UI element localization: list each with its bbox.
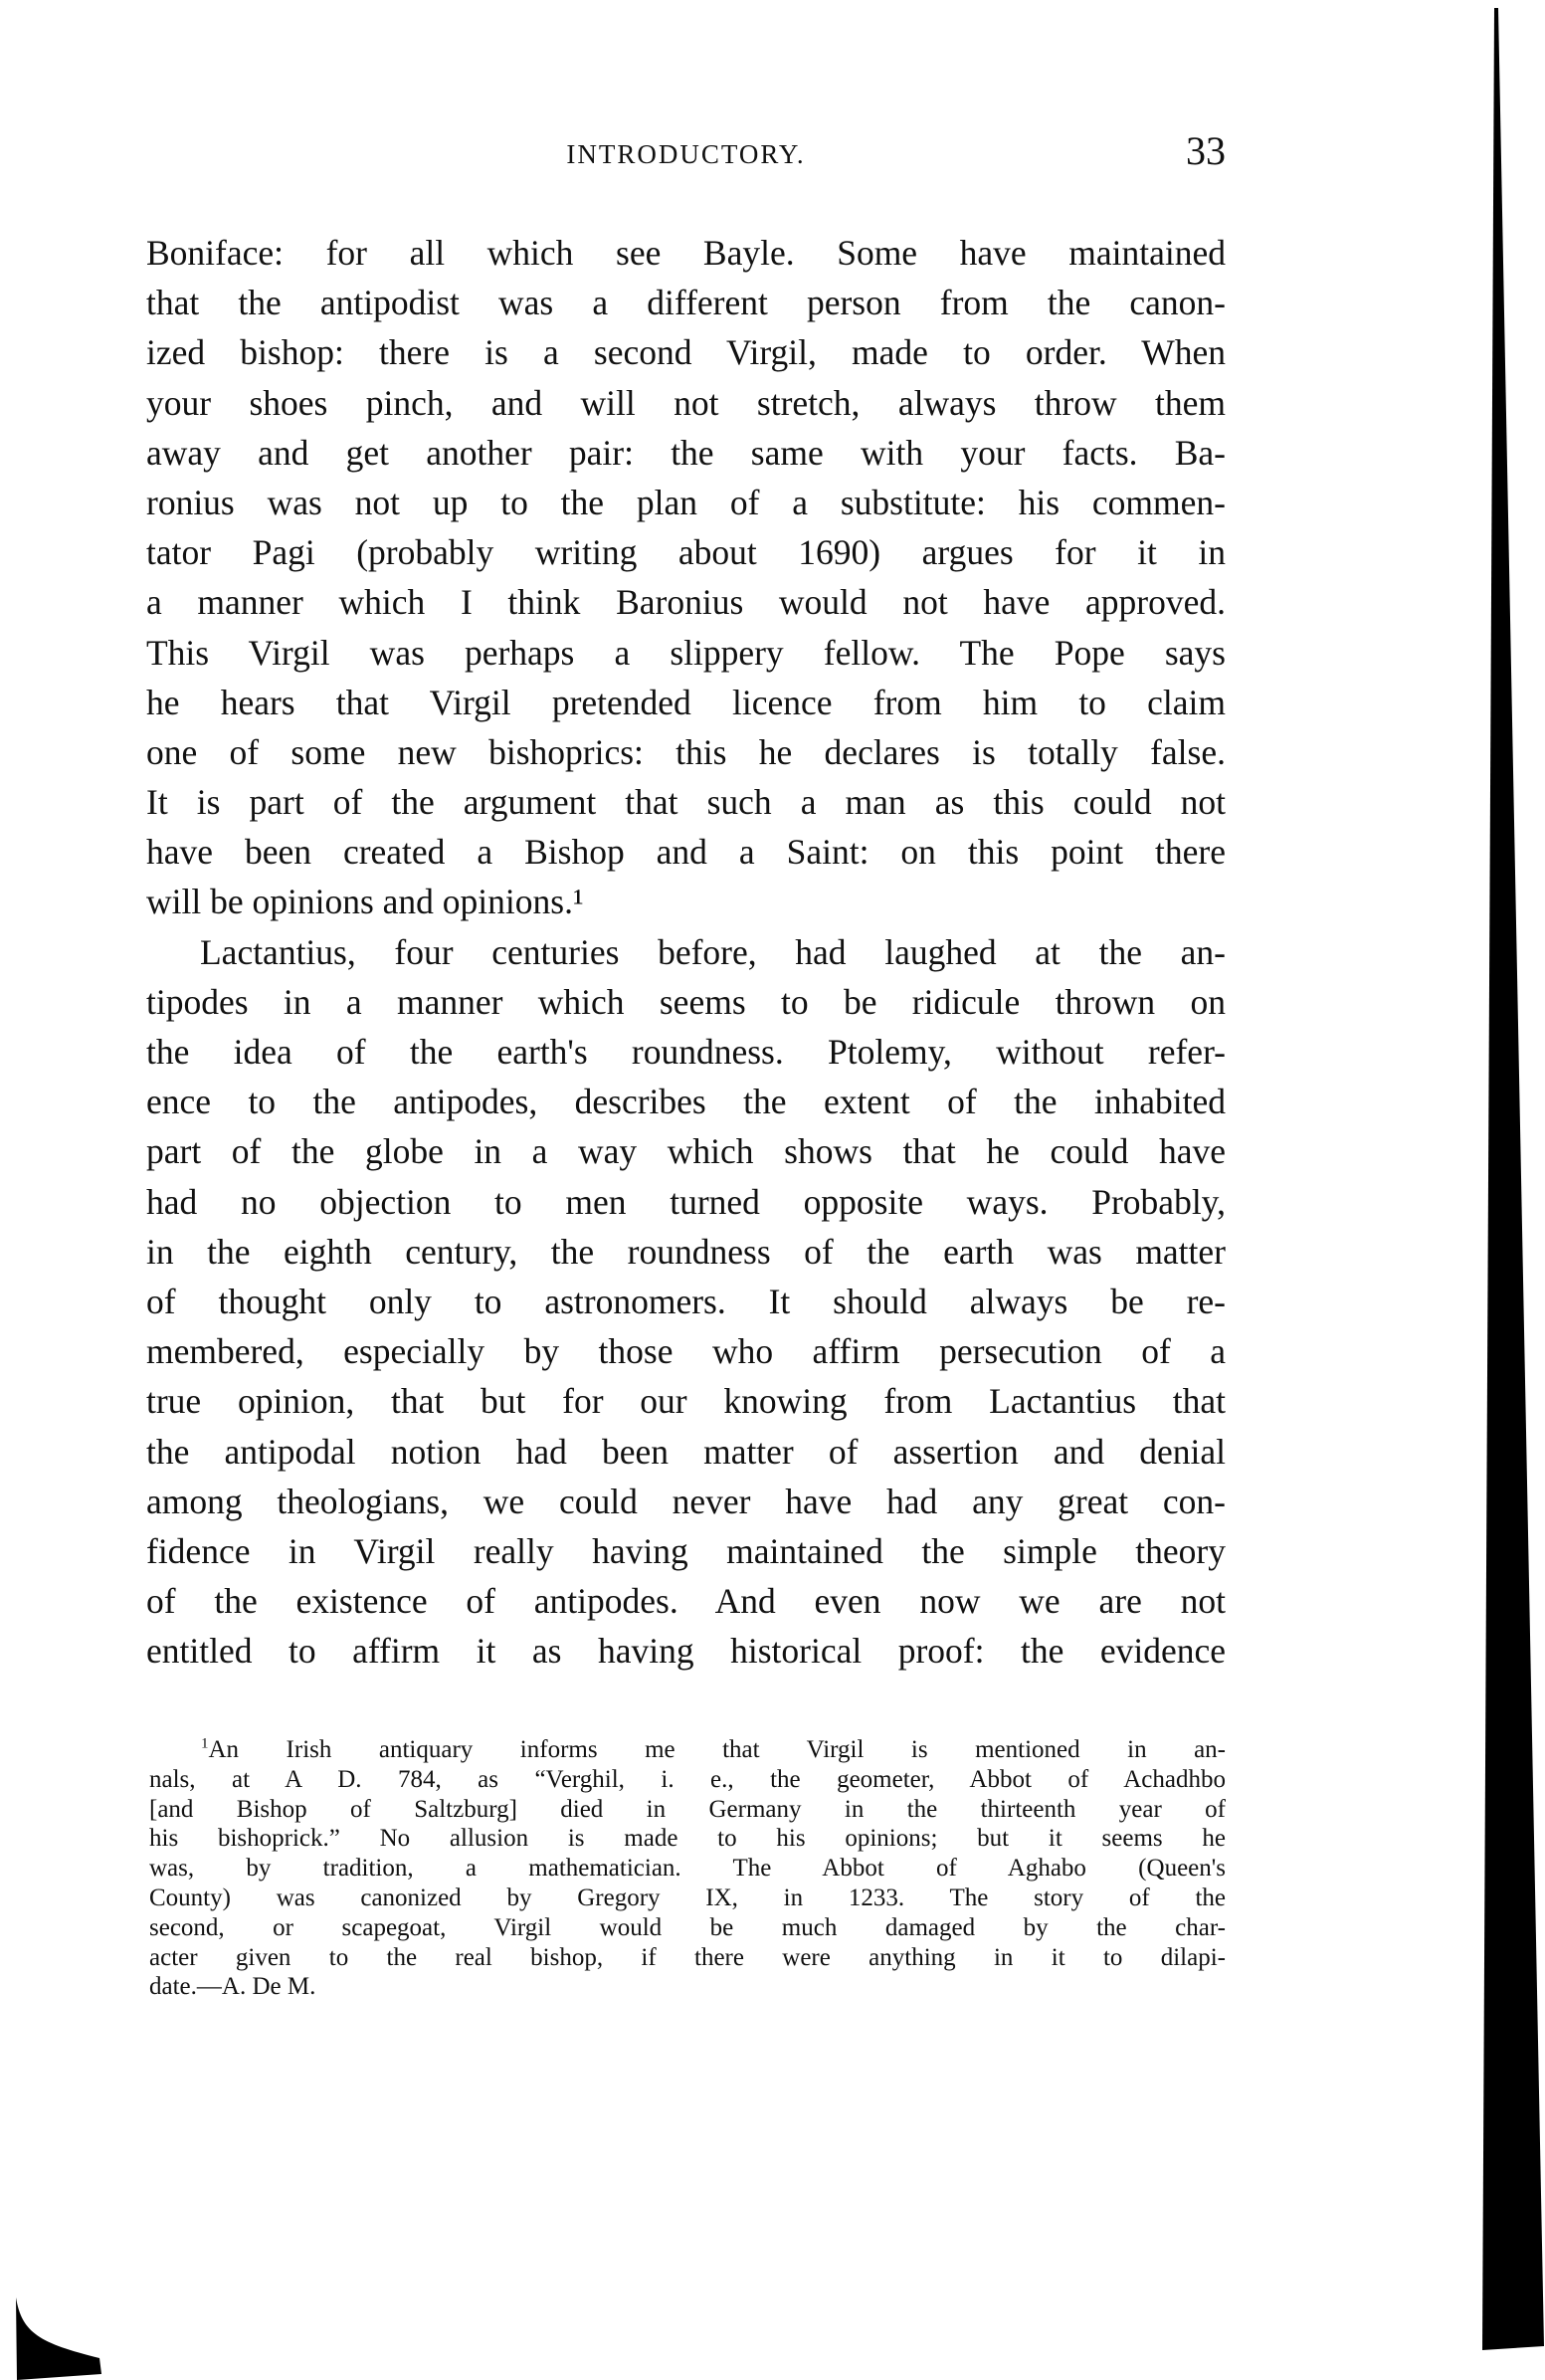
text-line: had no objection to men turned opposite ways. Probably,: [146, 1181, 1226, 1222]
footnote-marker: 1: [201, 1735, 209, 1752]
text-line: of the existence of antipodes. And even now we are not: [146, 1581, 1226, 1622]
footnote-line: acter given to the real bishop, if there were anything in it to dilapi-: [149, 1943, 1226, 1971]
text-line: have been created a Bishop and a Saint: on this point there: [146, 832, 1226, 873]
text-line: fidence in Virgil really having maintained the simple theory: [146, 1530, 1226, 1571]
right-binding-shadow: [1482, 8, 1544, 2350]
text-line: of thought only to astronomers. It should always be re-: [146, 1281, 1226, 1321]
text-line: part of the globe in a way which shows that he could have: [146, 1131, 1226, 1172]
text-line: he hears that Virgil pretended licence from him to claim: [146, 682, 1226, 722]
footnote-line: his bishoprick.” No allusion is made to his opinions; but it seems he: [149, 1825, 1226, 1853]
running-head: [146, 127, 1226, 177]
text-line: away and get another pair: the same with your facts. Ba-: [146, 432, 1226, 473]
text-line: ronius was not up to the plan of a substitute: his commen-: [146, 482, 1226, 522]
text-line: that the antipodist was a different person from the canon-: [146, 283, 1226, 323]
footnote-line: [and Bishop of Saltzburg] died in Germany in the thirteenth year of: [149, 1795, 1226, 1823]
footnote-line: was, by tradition, a mathematician. The Abbot of Aghabo (Queen's: [149, 1855, 1226, 1883]
text-line: true opinion, that but for our knowing from Lactantius that: [146, 1381, 1226, 1422]
footnote-line: nals, at A D. 784, as “Verghil, i. e., the geometer, Abbot of Achadhbo: [149, 1765, 1226, 1793]
text-line: the antipodal notion had been matter of assertion and denial: [146, 1431, 1226, 1472]
text-line: in the eighth century, the roundness of the earth was matter: [146, 1231, 1226, 1272]
text-line: your shoes pinch, and will not stretch, always throw them: [146, 382, 1226, 423]
text-line: ized bishop: there is a second Virgil, made to order. When: [146, 332, 1226, 373]
text-line: It is part of the argument that such a man as this could not: [146, 782, 1226, 823]
footnote-line: second, or scapegoat, Virgil would be much damaged by the char-: [149, 1913, 1226, 1941]
footnote-line: [149, 1735, 1226, 1765]
text-line: ence to the antipodes, describes the extent of the inhabited: [146, 1082, 1226, 1122]
footnote-line: County) was canonized by Gregory IX, in 1233. The story of the: [149, 1884, 1226, 1911]
footnote-line: date.—A. De M.: [149, 1973, 316, 2001]
chapter-title: INTRODUCTORY.: [566, 139, 806, 169]
body-text: [146, 228, 1226, 1676]
text-line: membered, especially by those who affirm persecution of a: [146, 1331, 1226, 1372]
text-line: tator Pagi (probably writing about 1690) argues for it in: [146, 532, 1226, 573]
text-line: entitled to affirm it as having historical proof: the evidence: [146, 1631, 1226, 1672]
text-line: tipodes in a manner which seems to be ridicule thrown on: [146, 981, 1226, 1022]
text-line: Lactantius, four centuries before, had laughed at the an-: [200, 931, 1226, 972]
text-line: a manner which I think Baronius would not have approved.: [146, 582, 1226, 623]
text-line: This Virgil was perhaps a slippery fellow. The Pope says: [146, 632, 1226, 673]
page-number: 33: [1186, 128, 1226, 173]
footnote-text: An Irish antiquary informs me that Virgil is mentioned in an-: [208, 1736, 1226, 1763]
footnote: [149, 1735, 1226, 2002]
text-line: Boniface: for all which see Bayle. Some have maintained: [146, 233, 1226, 273]
bottom-left-scan-shadow: [16, 2297, 101, 2380]
text-line: the idea of the earth's roundness. Ptolemy, without refer-: [146, 1032, 1226, 1072]
text-line: among theologians, we could never have had any great con-: [146, 1481, 1226, 1521]
text-line: will be opinions and opinions.¹: [146, 882, 584, 922]
text-line: one of some new bishoprics: this he declares is totally false.: [146, 731, 1226, 772]
